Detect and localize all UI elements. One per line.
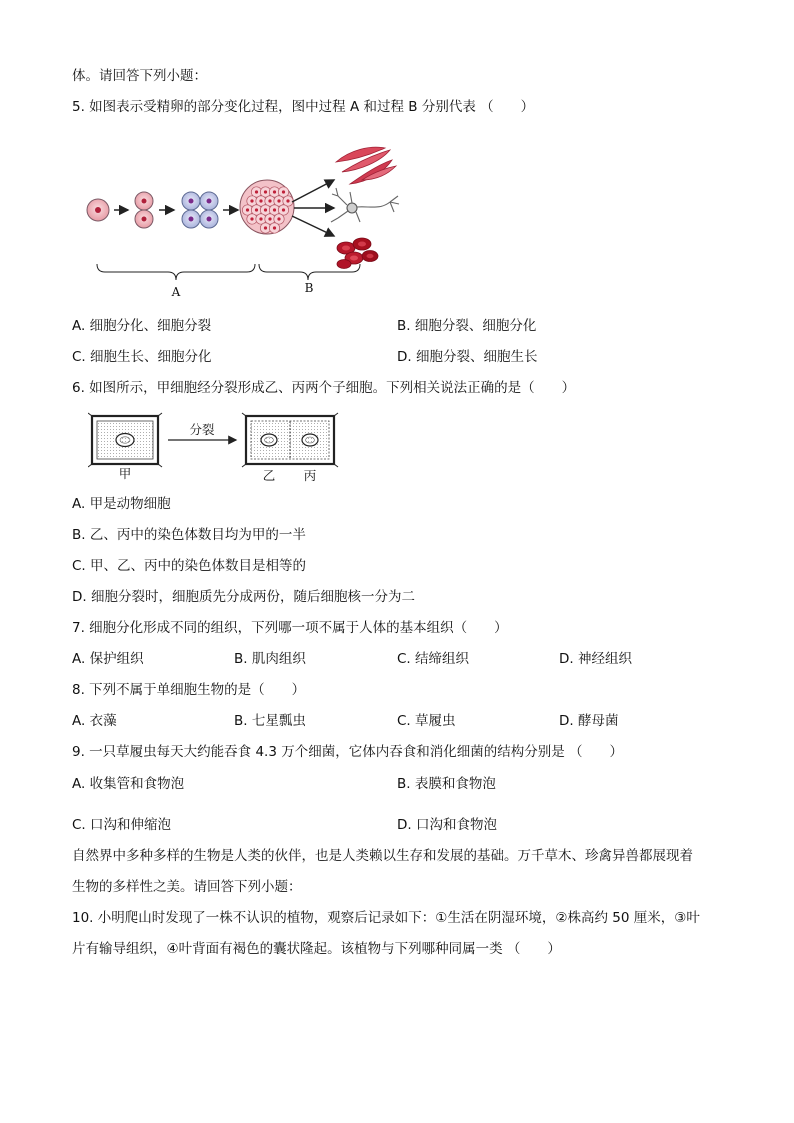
- four-cell-stage: [182, 192, 218, 228]
- q8-option-d: D. 酵母菌: [559, 713, 619, 729]
- q5-option-d: D. 细胞分裂、细胞生长: [397, 349, 538, 365]
- q9-option-a: A. 收集管和食物泡: [72, 776, 185, 792]
- q7-option-a: A. 保护组织: [72, 651, 144, 667]
- q5-option-a: A. 细胞分化、细胞分裂: [72, 318, 212, 334]
- label-a: A: [171, 285, 181, 299]
- label-bing: 丙: [303, 468, 317, 483]
- passage-line-2: 生物的多样性之美。请回答下列小题：: [72, 879, 302, 895]
- passage-line-1: 自然界中多种多样的生物是人类的伙伴，也是人类赖以生存和发展的基础。万千草木、珍禽异兽都展现着: [72, 848, 693, 864]
- q8-option-a: A. 衣藻: [72, 713, 117, 729]
- cells-yi-bing: [242, 413, 338, 467]
- label-yi: 乙: [262, 468, 276, 483]
- q9-option-b: B. 表膜和食物泡: [397, 776, 496, 792]
- q7-option-d: D. 神经组织: [559, 651, 632, 667]
- label-b: B: [304, 281, 314, 295]
- q5-figure: [80, 140, 400, 300]
- q6-option-a: A. 甲是动物细胞: [72, 496, 171, 512]
- neuron-image: [331, 188, 399, 222]
- q6-option-d: D. 细胞分裂时，细胞质先分成两份，随后细胞核一分为二: [72, 589, 415, 605]
- q10-stem-line-1: 10. 小明爬山时发现了一株不认识的植物，观察后记录如下：①生活在阴湿环境，②株高约 50 厘米，③叶: [72, 910, 700, 926]
- q7-stem: 7. 细胞分化形成不同的组织，下列哪一项不属于人体的基本组织（ ）: [72, 620, 508, 636]
- q5-option-b: B. 细胞分裂、细胞分化: [397, 318, 537, 334]
- q6-option-c: C. 甲、乙、丙中的染色体数目是相等的: [72, 558, 307, 574]
- intro-line: 体。请回答下列小题：: [72, 68, 207, 84]
- q9-option-c: C. 口沟和伸缩泡: [72, 817, 172, 833]
- q5-stem: 5. 如图表示受精卵的部分变化过程，图中过程 A 和过程 B 分别代表 （ ）: [72, 99, 535, 115]
- red-blood-cells-image: [337, 238, 378, 269]
- q7-option-b: B. 肌肉组织: [234, 651, 306, 667]
- q6-figure: [88, 410, 340, 486]
- q9-option-d: D. 口沟和食物泡: [397, 817, 497, 833]
- cell-cluster: [240, 180, 294, 234]
- label-jia: 甲: [118, 466, 132, 481]
- q6-stem: 6. 如图所示，甲细胞经分裂形成乙、丙两个子细胞。下列相关说法正确的是（ ）: [72, 380, 576, 396]
- muscle-cells-image: [336, 147, 396, 184]
- q8-option-b: B. 七星瓢虫: [234, 713, 306, 729]
- q8-option-c: C. 草履虫: [397, 713, 456, 729]
- q6-option-b: B. 乙、丙中的染色体数目均为甲的一半: [72, 527, 306, 543]
- cell-jia: [88, 413, 162, 467]
- q10-stem-line-2: 片有输导组织，④叶背面有褐色的囊状隆起。该植物与下列哪种同属一类 （ ）: [72, 941, 561, 957]
- arrow-label-divide: 分裂: [189, 422, 215, 437]
- q9-stem: 9. 一只草履虫每天大约能吞食 4.3 万个细菌，它体内吞食和消化细菌的结构分别是 （ ）: [72, 744, 624, 760]
- q8-stem: 8. 下列不属于单细胞生物的是（ ）: [72, 682, 306, 698]
- q7-option-c: C. 结缔组织: [397, 651, 470, 667]
- two-cell-stage: [135, 192, 153, 228]
- zygote-cell: [87, 199, 109, 221]
- q5-option-c: C. 细胞生长、细胞分化: [72, 349, 212, 365]
- brace-a: [97, 264, 255, 280]
